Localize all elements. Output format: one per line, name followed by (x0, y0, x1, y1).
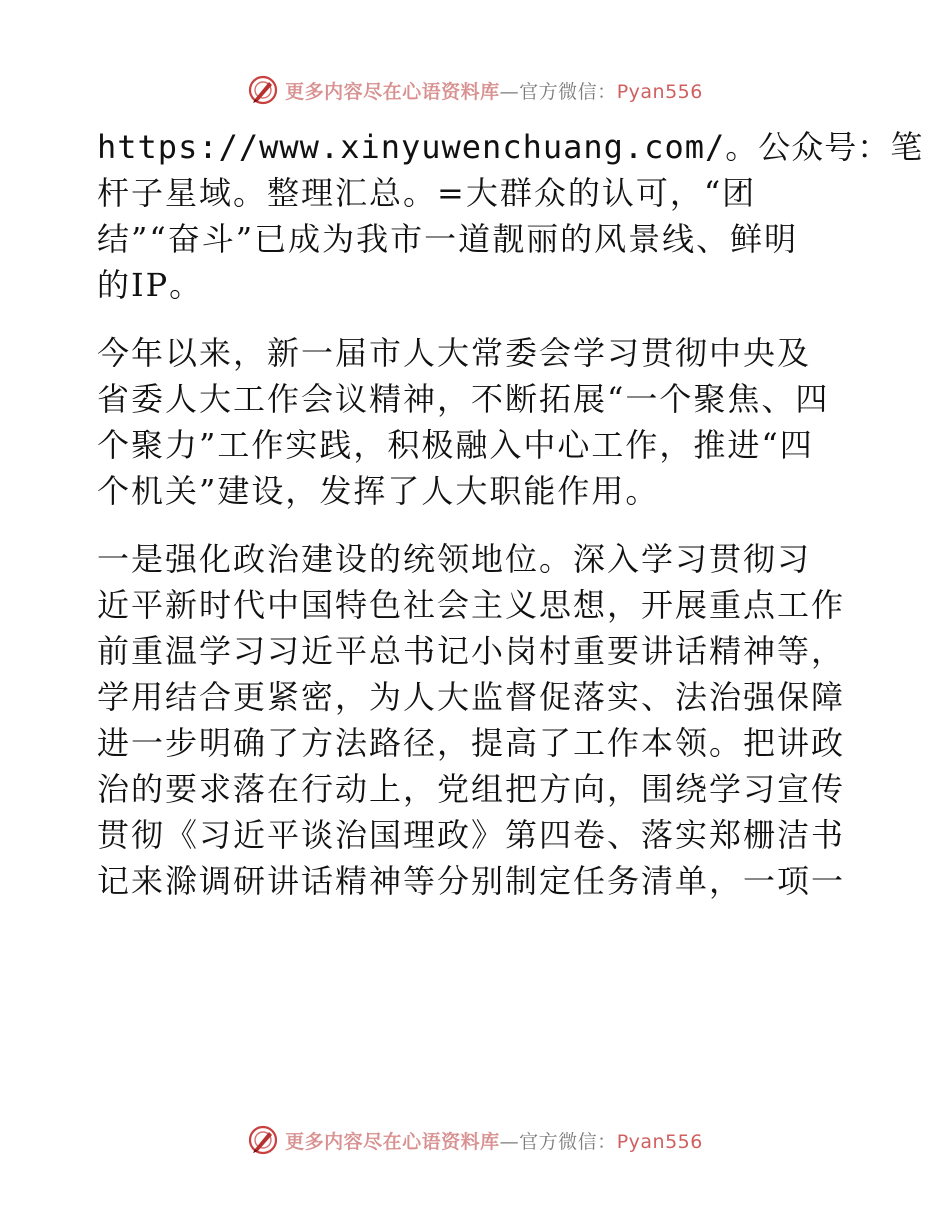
header-banner-title: 更多内容尽在心语资料库 (285, 80, 500, 103)
paragraph-2 (97, 330, 857, 514)
paragraph-3-line-3: 前重温学习习近平总书记小岗村重要讲话精神等， (97, 632, 846, 670)
header-banner-inner (247, 74, 703, 106)
pen-logo-icon (247, 74, 279, 106)
header-banner-wechat-id: Pyan556 (616, 80, 703, 103)
paragraph-3-line-7: 贯彻《习近平谈治国理政》第四卷、落实郑栅洁书 (97, 816, 846, 854)
paragraph-3-line-5: 进一步明确了方法路径，提高了工作本领。把讲政 (97, 724, 846, 762)
footer-banner-text (285, 1127, 703, 1154)
footer-banner-inner (247, 1124, 703, 1156)
footer-banner-wechat-id: Pyan556 (616, 1130, 703, 1153)
url-text: https://www.xinyuwenchuang.com/。公众号：笔 (97, 128, 924, 166)
paragraph-3-line-6: 治的要求落在行动上，党组把方向，围绕学习宣传 (97, 770, 846, 808)
paragraph-1-line-3: 结”“奋斗”已成为我市一道靓丽的风景线、鲜明 (97, 220, 799, 258)
paragraph-3 (97, 536, 857, 904)
paragraph-2-line-1: 今年以来，新一届市人大常委会学习贯彻中央及 (97, 334, 812, 372)
paragraph-1-line-4: 的IP。 (97, 266, 204, 304)
paragraph-3-line-2: 近平新时代中国特色社会主义思想，开展重点工作 (97, 586, 846, 624)
footer-banner-wechat-label: —官方微信： (499, 1130, 617, 1153)
header-banner (0, 70, 950, 110)
header-banner-text (285, 77, 703, 104)
paragraph-1 (97, 124, 924, 308)
paragraph-1-line-2: 杆子星域。整理汇总。=大群众的认可，“团 (97, 174, 757, 212)
header-banner-wechat-label: —官方微信： (499, 80, 617, 103)
paragraph-2-line-3: 个聚力”工作实践，积极融入中心工作，推进“四 (97, 426, 814, 464)
paragraph-2-line-2: 省委人大工作会议精神，不断拓展“一个聚焦、四 (97, 380, 830, 418)
paragraph-3-line-1: 一是强化政治建设的统领地位。深入学习贯彻习 (97, 540, 812, 578)
paragraph-2-line-4: 个机关”建设，发挥了人大职能作用。 (97, 472, 660, 510)
pen-logo-icon (247, 1124, 279, 1156)
paragraph-3-line-4: 学用结合更紧密，为人大监督促落实、法治强保障 (97, 678, 846, 716)
footer-banner (0, 1120, 950, 1160)
footer-banner-title: 更多内容尽在心语资料库 (285, 1130, 500, 1153)
paragraph-3-line-8: 记来滁调研讲话精神等分别制定任务清单，一项一 (97, 862, 846, 900)
document-body (97, 124, 924, 926)
paragraph-1-line-1 (97, 124, 924, 170)
